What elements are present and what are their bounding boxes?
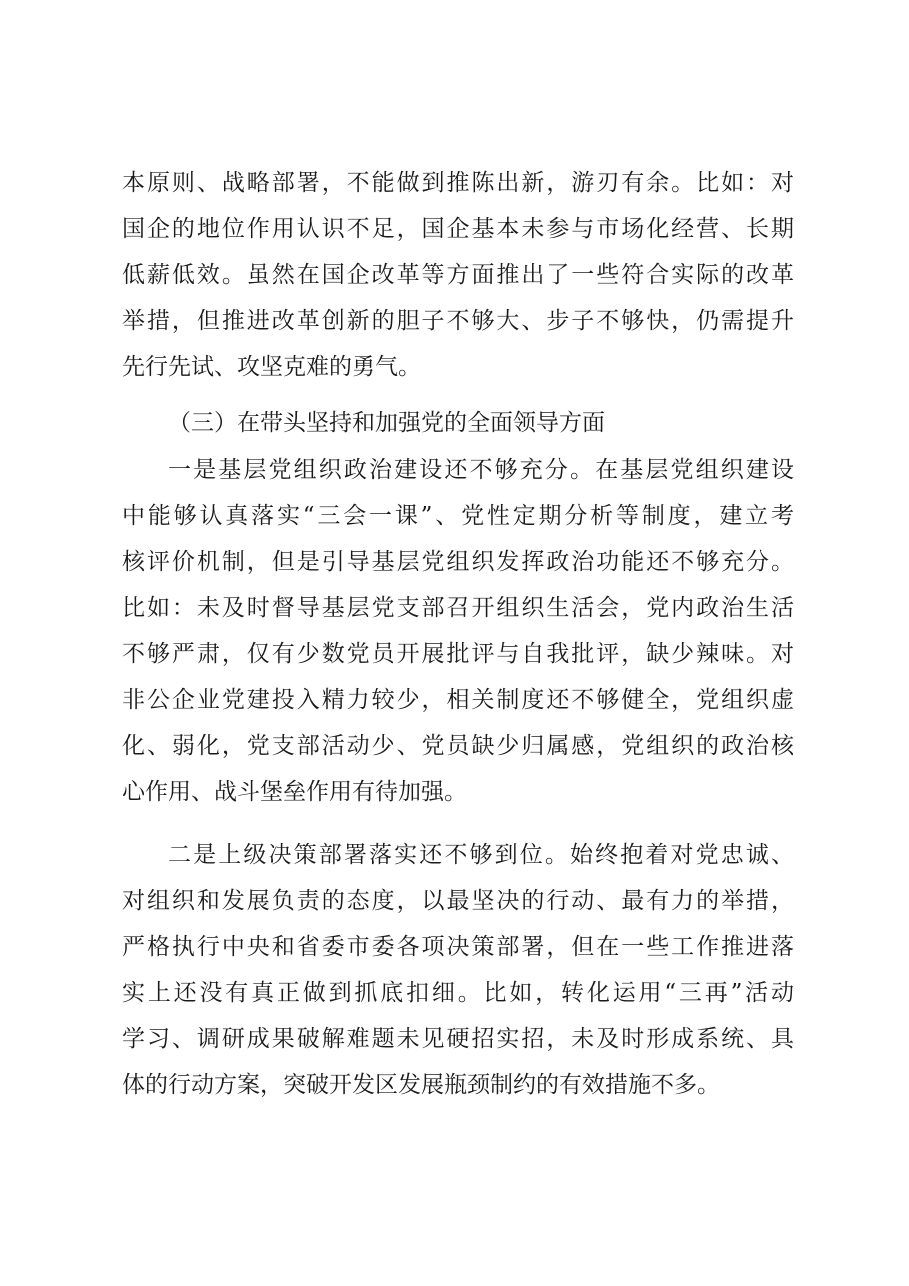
paragraph-line: 学习、调研成果破解难题未见硬招实招，未及时形成系统、具 — [122, 1026, 794, 1052]
paragraph-line: 实上还没有真正做到抓底扣细。比如，转化运用“三再”活动 — [122, 980, 794, 1006]
paragraph-line: 低薪低效。虽然在国企改革等方面推出了一些符合实际的改革 — [122, 262, 794, 288]
paragraph-two — [122, 832, 794, 1108]
paragraph-line: 体的行动方案，突破开发区发展瓶颈制约的有效措施不多。 — [122, 1072, 720, 1098]
paragraph-line: 国企的地位作用认识不足，国企基本未参与市场化经营、长期 — [122, 216, 794, 242]
section-heading-block — [122, 400, 794, 446]
paragraph-line: 对组织和发展负责的态度，以最坚决的行动、最有力的举措， — [122, 888, 794, 914]
paragraph-line: 心作用、战斗堡垒作用有待加强。 — [122, 779, 467, 805]
paragraph-line: 化、弱化，党支部活动少、党员缺少归属感，党组织的政治核 — [122, 733, 794, 759]
paragraph-line: 二是上级决策部署落实还不够到位。始终抱着对党忠诚、 — [168, 842, 794, 868]
section-heading: （三）在带头坚持和加强党的全面领导方面 — [168, 410, 605, 436]
paragraph-line: 本原则、战略部署，不能做到推陈出新，游刃有余。比如：对 — [122, 170, 794, 196]
paragraph-one — [122, 447, 794, 815]
paragraph-line: 一是基层党组织政治建设还不够充分。在基层党组织建设 — [168, 457, 794, 483]
paragraph-line: 核评价机制，但是引导基层党组织发挥政治功能还不够充分。 — [122, 549, 794, 575]
paragraph-continued — [122, 160, 794, 390]
paragraph-line: 先行先试、攻坚克难的勇气。 — [122, 354, 421, 380]
paragraph-line: 不够严肃，仅有少数党员开展批评与自我批评，缺少辣味。对 — [122, 641, 794, 667]
paragraph-line: 严格执行中央和省委市委各项决策部署，但在一些工作推进落 — [122, 934, 794, 960]
paragraph-line: 举措，但推进改革创新的胆子不够大、步子不够快，仍需提升 — [122, 308, 794, 334]
paragraph-line: 非公企业党建投入精力较少，相关制度还不够健全，党组织虚 — [122, 687, 794, 713]
paragraph-line: 比如：未及时督导基层党支部召开组织生活会，党内政治生活 — [122, 595, 794, 621]
paragraph-line: 中能够认真落实“三会一课”、党性定期分析等制度，建立考 — [122, 503, 794, 529]
